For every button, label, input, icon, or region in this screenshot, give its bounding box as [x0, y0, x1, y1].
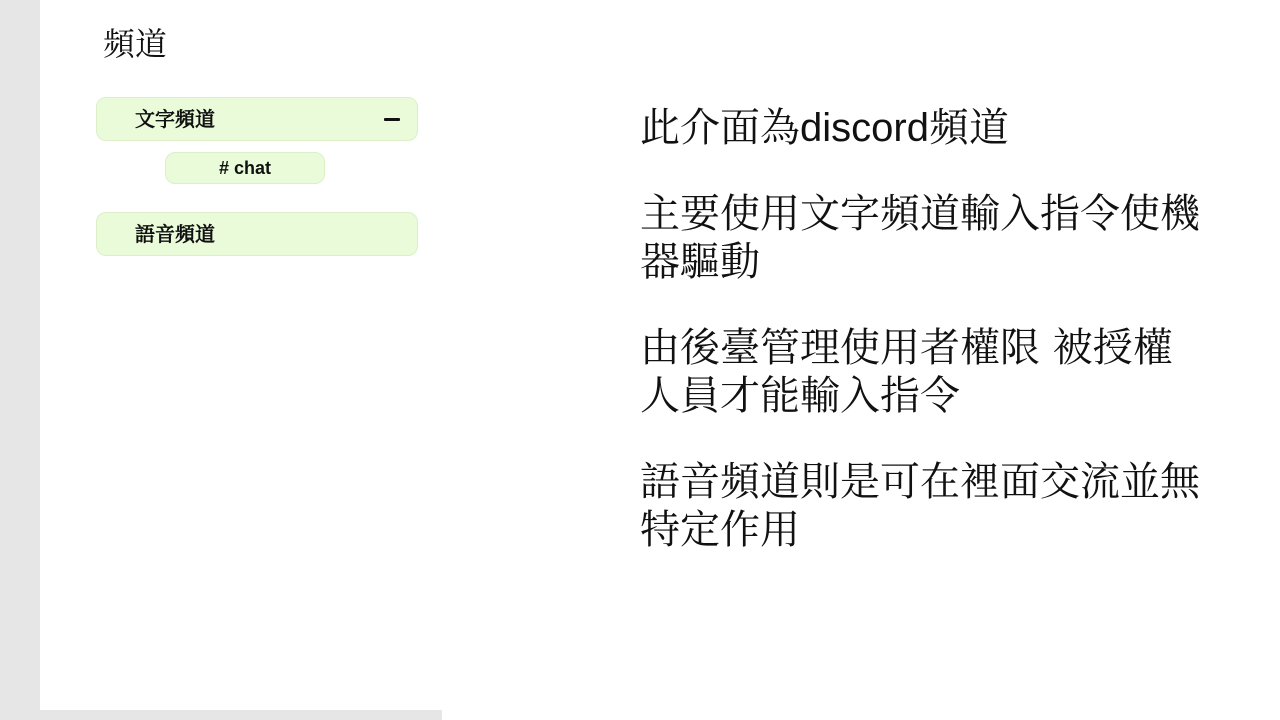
left-rail: [0, 0, 40, 720]
note-text-channel: 主要使用文字頻道輸入指令使機器驅動: [640, 191, 1200, 285]
voice-channels-category[interactable]: [96, 212, 418, 256]
note-voice-channel: 語音頻道則是可在裡面交流並無特定作用: [640, 459, 1200, 553]
voice-channels-category-label: 語音頻道: [135, 222, 215, 246]
channel-chat[interactable]: [165, 152, 325, 184]
description-notes: [640, 104, 1200, 554]
bottom-rail: [40, 710, 442, 720]
note-permissions: 由後臺管理使用者權限 被授權人員才能輸入指令: [640, 325, 1173, 419]
channel-chat-label: # chat: [218, 158, 272, 178]
note-interface-prefix: 此介面為: [640, 105, 800, 151]
note-interface-discord: discord: [800, 106, 929, 150]
text-channels-category[interactable]: [96, 97, 418, 141]
collapse-minus-icon[interactable]: [384, 118, 400, 121]
note-interface: [640, 104, 1200, 152]
text-channels-category-label: 文字頻道: [135, 107, 215, 131]
channels-panel-title: 頻道: [103, 25, 168, 63]
note-interface-suffix: 頻道: [928, 105, 1009, 151]
